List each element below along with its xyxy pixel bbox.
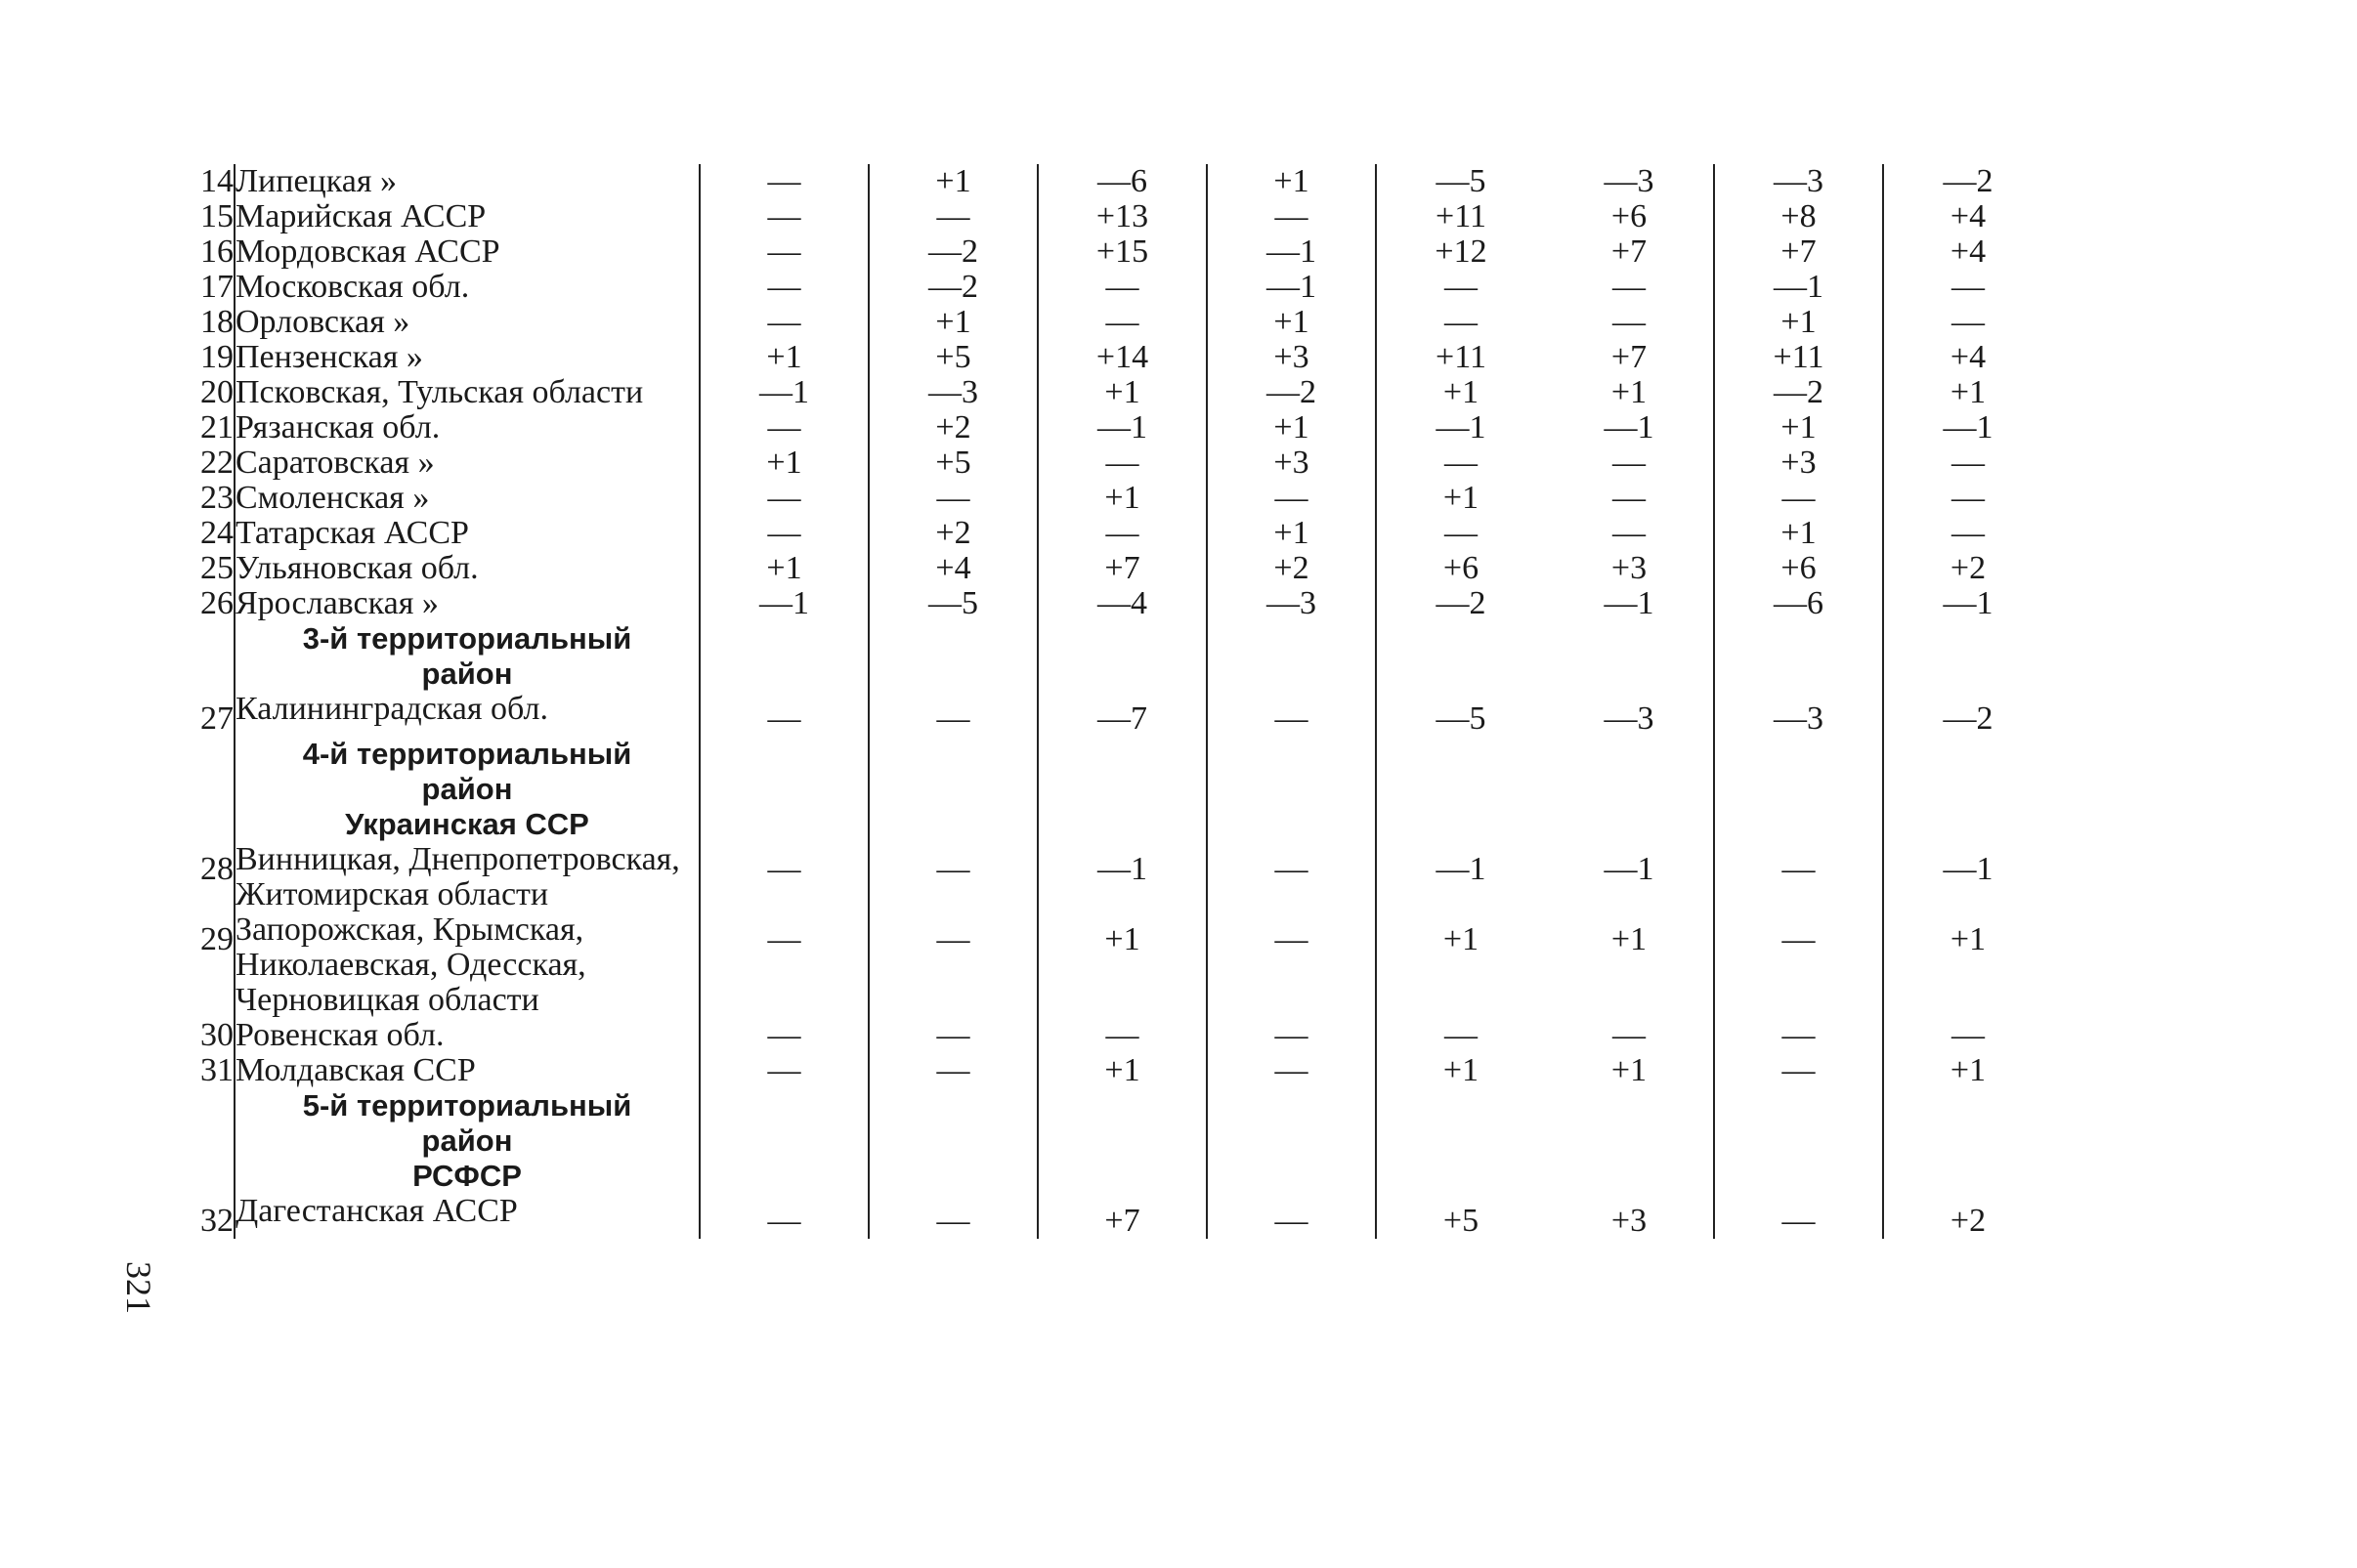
value-cell-col-7: —	[1714, 1194, 1883, 1239]
value-cell-col-4: —	[1207, 1194, 1376, 1239]
value-cell-col-3: —	[1038, 270, 1207, 305]
table-row	[156, 516, 2052, 551]
value-cell-col-6: +3	[1545, 1194, 1714, 1239]
value-cell-col-3: —1	[1038, 842, 1207, 912]
value-cell-col-3: +7	[1038, 551, 1207, 586]
row-number: 25	[200, 550, 234, 586]
value-cell-col-2: —2	[869, 234, 1038, 270]
value-cell-col-5: +1	[1442, 480, 1479, 516]
value-cell-col-1: —	[700, 305, 869, 340]
value-cell-col-2: —	[869, 199, 1038, 234]
empty-value-cell	[1207, 1088, 1376, 1194]
value-cell-col-5: +1	[1442, 921, 1479, 957]
value-cell-col-4: —	[1207, 912, 1376, 1018]
value-cell-col-5: +5	[1442, 1203, 1479, 1239]
row-number: 18	[200, 304, 234, 340]
value-cell-col-3: +15	[1038, 234, 1207, 270]
value-cell-col-3: +7	[1038, 1194, 1207, 1239]
empty-value-cell	[1545, 1088, 1714, 1194]
value-cell-col-7: +3	[1714, 445, 1883, 481]
value-cell-col-2: —	[869, 912, 1038, 1018]
row-number: 23	[200, 480, 234, 516]
section-heading-row	[156, 621, 2052, 692]
section-heading-line: район	[421, 657, 513, 691]
value-cell-col-8: —1	[1943, 585, 1993, 621]
value-cell-col-1: +1	[700, 340, 869, 375]
row-number: 27	[200, 700, 234, 737]
value-cell-col-8: +1	[1950, 1052, 1987, 1088]
value-cell-col-2: —2	[869, 270, 1038, 305]
value-cell-col-7: —3	[1714, 692, 1883, 737]
value-cell-col-4: —	[1207, 692, 1376, 737]
table-row	[156, 481, 2052, 516]
value-cell-col-7: +7	[1714, 234, 1883, 270]
region-name: Винницкая, Днепропетровская, Житомирская области	[235, 842, 700, 912]
region-name: Запорожская, Крымская, Николаевская, Одесская, Черновицкая области	[235, 912, 700, 1018]
value-cell-col-8: —2	[1943, 700, 1993, 737]
value-cell-col-3: —7	[1038, 692, 1207, 737]
value-cell-col-8: —	[1951, 445, 1985, 481]
value-cell-col-5: —5	[1436, 163, 1486, 199]
value-cell-col-7: —3	[1714, 164, 1883, 199]
value-cell-col-4: —	[1207, 1053, 1376, 1088]
value-cell-col-8: +2	[1950, 1203, 1987, 1239]
value-cell-col-6: —3	[1545, 692, 1714, 737]
value-cell-col-4: +3	[1207, 445, 1376, 481]
table-row	[156, 586, 2052, 621]
value-cell-col-3: —6	[1038, 164, 1207, 199]
value-cell-col-6: —	[1545, 305, 1714, 340]
value-cell-col-7: —2	[1714, 375, 1883, 410]
value-cell-col-2: +5	[869, 340, 1038, 375]
row-number: 24	[200, 515, 234, 551]
value-cell-col-1: —1	[700, 586, 869, 621]
value-cell-col-2: +4	[869, 551, 1038, 586]
value-cell-col-1: —	[700, 1194, 869, 1239]
value-cell-col-5: +1	[1442, 1052, 1479, 1088]
value-cell-col-6: —	[1545, 445, 1714, 481]
section-heading-line: 5-й территориальный	[302, 1088, 632, 1123]
value-cell-col-2: —	[869, 692, 1038, 737]
value-cell-col-7: —	[1714, 1053, 1883, 1088]
value-cell-col-5: +11	[1436, 198, 1486, 234]
value-cell-col-1: —	[700, 410, 869, 445]
value-cell-col-4: —	[1207, 1018, 1376, 1053]
value-cell-col-2: +1	[869, 164, 1038, 199]
value-cell-col-7: +1	[1714, 305, 1883, 340]
value-cell-col-1: —	[700, 234, 869, 270]
value-cell-col-2: —	[869, 1053, 1038, 1088]
row-number: 21	[200, 409, 234, 445]
value-cell-col-3: —4	[1038, 586, 1207, 621]
value-cell-col-8: —	[1951, 1017, 1985, 1053]
value-cell-col-4: +1	[1207, 305, 1376, 340]
value-cell-col-6: +3	[1545, 551, 1714, 586]
table-row	[156, 551, 2052, 586]
value-cell-col-4: —	[1207, 481, 1376, 516]
value-cell-col-1: —	[700, 516, 869, 551]
value-cell-col-4: —	[1207, 199, 1376, 234]
value-cell-col-3: +1	[1038, 912, 1207, 1018]
region-name: Псковская, Тульская области	[235, 375, 700, 410]
value-cell-col-6: —	[1545, 516, 1714, 551]
value-cell-col-8: +4	[1950, 339, 1987, 375]
value-cell-col-5: —	[1444, 515, 1478, 551]
value-cell-col-7: —	[1714, 1018, 1883, 1053]
value-cell-col-1: —	[700, 1018, 869, 1053]
region-name: Московская обл.	[235, 270, 700, 305]
region-name: Орловская »	[235, 305, 700, 340]
section-heading-line: район	[421, 1123, 513, 1158]
value-cell-col-5: —	[1444, 304, 1478, 340]
value-cell-col-4: —	[1207, 842, 1376, 912]
row-number: 31	[200, 1052, 234, 1088]
region-name: Пензенская »	[235, 340, 700, 375]
empty-value-cell	[700, 737, 869, 842]
value-cell-col-8: —1	[1943, 851, 1993, 887]
value-cell-col-6: —1	[1545, 842, 1714, 912]
table-row	[156, 1194, 2052, 1239]
row-number: 20	[200, 374, 234, 410]
row-number: 28	[200, 851, 234, 887]
region-name: Липецкая »	[235, 164, 700, 199]
table-row	[156, 164, 2052, 199]
empty-value-cell	[1038, 1088, 1207, 1194]
value-cell-col-1: —	[700, 270, 869, 305]
value-cell-col-6: —1	[1545, 410, 1714, 445]
empty-value-cell	[700, 621, 869, 692]
value-cell-col-5: +6	[1442, 550, 1479, 586]
empty-value-cell	[1714, 1088, 1883, 1194]
value-cell-col-6: +7	[1545, 234, 1714, 270]
value-cell-col-6: +1	[1545, 1053, 1714, 1088]
empty-value-cell	[869, 621, 1038, 692]
row-number: 26	[200, 585, 234, 621]
value-cell-col-5: —	[1444, 445, 1478, 481]
row-number: 15	[200, 198, 234, 234]
section-heading	[235, 737, 700, 842]
value-cell-col-2: +2	[869, 410, 1038, 445]
value-cell-col-2: —	[869, 1194, 1038, 1239]
heading-num-cell	[156, 621, 235, 692]
value-cell-col-5: —5	[1436, 700, 1486, 737]
value-cell-col-5: +12	[1435, 233, 1487, 270]
value-cell-col-4: +2	[1207, 551, 1376, 586]
region-name: Смоленская »	[235, 481, 700, 516]
value-cell-col-3: +1	[1038, 1053, 1207, 1088]
section-heading-line: район	[421, 772, 513, 806]
empty-value-cell	[1545, 737, 1714, 842]
section-heading-line: 4-й территориальный	[302, 737, 632, 771]
value-cell-col-8: —	[1951, 480, 1985, 516]
empty-value-cell	[1207, 621, 1376, 692]
table-row	[156, 234, 2052, 270]
value-cell-col-7: —1	[1714, 270, 1883, 305]
value-cell-col-4: —1	[1207, 270, 1376, 305]
table-row	[156, 842, 2052, 912]
table-row	[156, 1053, 2052, 1088]
value-cell-col-7: +6	[1714, 551, 1883, 586]
value-cell-col-3: —1	[1038, 410, 1207, 445]
value-cell-col-3: +13	[1038, 199, 1207, 234]
section-heading-line: Украинская ССР	[345, 807, 589, 841]
empty-value-cell	[1038, 621, 1207, 692]
section-heading-row	[156, 737, 2052, 842]
table-row	[156, 445, 2052, 481]
value-cell-col-2: +2	[869, 516, 1038, 551]
value-cell-col-7: +1	[1714, 516, 1883, 551]
value-cell-col-4: +1	[1207, 516, 1376, 551]
region-name: Рязанская обл.	[235, 410, 700, 445]
region-name: Калининградская обл.	[235, 692, 700, 737]
value-cell-col-6: +1	[1545, 912, 1714, 1018]
section-heading	[235, 621, 700, 692]
value-cell-col-4: —1	[1207, 234, 1376, 270]
value-cell-col-8: —	[1951, 515, 1985, 551]
value-cell-col-2: —	[869, 481, 1038, 516]
value-cell-col-1: +1	[700, 445, 869, 481]
value-cell-col-7: —	[1714, 842, 1883, 912]
value-cell-col-2: —3	[869, 375, 1038, 410]
value-cell-col-5: —1	[1436, 409, 1486, 445]
table-row	[156, 270, 2052, 305]
value-cell-col-6: —	[1545, 270, 1714, 305]
value-cell-col-5: —1	[1436, 851, 1486, 887]
row-number: 14	[200, 163, 234, 199]
value-cell-col-1: —1	[700, 375, 869, 410]
empty-value-cell	[1376, 1088, 1545, 1194]
value-cell-col-8: —	[1951, 304, 1985, 340]
value-cell-col-7: —6	[1714, 586, 1883, 621]
value-cell-col-2: +1	[869, 305, 1038, 340]
value-cell-col-6: +1	[1545, 375, 1714, 410]
value-cell-col-4: +1	[1207, 410, 1376, 445]
value-cell-col-6: +6	[1545, 199, 1714, 234]
value-cell-col-8: +4	[1950, 198, 1987, 234]
value-cell-col-1: —	[700, 164, 869, 199]
value-cell-col-7: +1	[1714, 410, 1883, 445]
value-cell-col-1: —	[700, 842, 869, 912]
empty-value-cell	[1883, 1088, 2052, 1194]
value-cell-col-6: +7	[1545, 340, 1714, 375]
value-cell-col-3: +1	[1038, 481, 1207, 516]
value-cell-col-1: +1	[700, 551, 869, 586]
value-cell-col-8: +2	[1950, 550, 1987, 586]
empty-value-cell	[1376, 737, 1545, 842]
value-cell-col-5: —	[1444, 269, 1478, 305]
value-cell-col-5: —2	[1436, 585, 1486, 621]
value-cell-col-3: +1	[1038, 375, 1207, 410]
value-cell-col-8: —2	[1943, 163, 1993, 199]
regions-table	[156, 164, 2052, 1239]
section-heading-row	[156, 1088, 2052, 1194]
table-row	[156, 410, 2052, 445]
value-cell-col-5: +11	[1436, 339, 1486, 375]
value-cell-col-1: —	[700, 481, 869, 516]
value-cell-col-2: —	[869, 1018, 1038, 1053]
value-cell-col-5: —	[1444, 1017, 1478, 1053]
empty-value-cell	[1207, 737, 1376, 842]
heading-num-cell	[156, 737, 235, 842]
value-cell-col-5: +1	[1442, 374, 1479, 410]
value-cell-col-6: —3	[1545, 164, 1714, 199]
table-body	[156, 164, 2052, 1239]
empty-value-cell	[1545, 621, 1714, 692]
row-number: 30	[200, 1017, 234, 1053]
value-cell-col-3: —	[1038, 1018, 1207, 1053]
value-cell-col-4: —2	[1207, 375, 1376, 410]
table-row	[156, 375, 2052, 410]
empty-value-cell	[700, 1088, 869, 1194]
row-number: 17	[200, 269, 234, 305]
value-cell-col-2: +5	[869, 445, 1038, 481]
value-cell-col-4: +3	[1207, 340, 1376, 375]
value-cell-col-2: —	[869, 842, 1038, 912]
empty-value-cell	[1376, 621, 1545, 692]
value-cell-col-4: —3	[1207, 586, 1376, 621]
empty-value-cell	[869, 737, 1038, 842]
value-cell-col-8: —1	[1943, 409, 1993, 445]
value-cell-col-6: —	[1545, 481, 1714, 516]
empty-value-cell	[1883, 621, 2052, 692]
table-row	[156, 1018, 2052, 1053]
region-name: Ровенская обл.	[235, 1018, 700, 1053]
value-cell-col-3: —	[1038, 305, 1207, 340]
region-name: Ульяновская обл.	[235, 551, 700, 586]
row-number: 19	[200, 339, 234, 375]
value-cell-col-8: +1	[1950, 921, 1987, 957]
section-heading-line: 3-й территориальный	[302, 621, 632, 656]
empty-value-cell	[1714, 737, 1883, 842]
heading-num-cell	[156, 1088, 235, 1194]
empty-value-cell	[1038, 737, 1207, 842]
value-cell-col-8: +4	[1950, 233, 1987, 270]
page-number: 321	[119, 1261, 158, 1314]
row-number: 22	[200, 445, 234, 481]
value-cell-col-1: —	[700, 1053, 869, 1088]
table-row	[156, 912, 2052, 1018]
region-name: Ярославская »	[235, 586, 700, 621]
region-name: Мордовская АССР	[235, 234, 700, 270]
value-cell-col-8: +1	[1950, 374, 1987, 410]
value-cell-col-8: —	[1951, 269, 1985, 305]
value-cell-col-7: +11	[1714, 340, 1883, 375]
region-name: Саратовская »	[235, 445, 700, 481]
section-heading	[235, 1088, 700, 1194]
row-number: 29	[200, 921, 234, 957]
value-cell-col-6: —1	[1545, 586, 1714, 621]
row-number: 32	[200, 1203, 234, 1239]
section-heading-line: РСФСР	[412, 1159, 522, 1193]
region-name: Дагестанская АССР	[235, 1194, 700, 1239]
table-row	[156, 305, 2052, 340]
empty-value-cell	[869, 1088, 1038, 1194]
region-name: Молдавская ССР	[235, 1053, 700, 1088]
value-cell-col-6: —	[1545, 1018, 1714, 1053]
value-cell-col-4: +1	[1207, 164, 1376, 199]
region-name: Марийская АССР	[235, 199, 700, 234]
empty-value-cell	[1883, 737, 2052, 842]
value-cell-col-1: —	[700, 199, 869, 234]
value-cell-col-3: +14	[1038, 340, 1207, 375]
value-cell-col-7: +8	[1714, 199, 1883, 234]
region-name: Татарская АССР	[235, 516, 700, 551]
table-row	[156, 692, 2052, 737]
value-cell-col-1: —	[700, 692, 869, 737]
value-cell-col-7: —	[1714, 481, 1883, 516]
table-row	[156, 340, 2052, 375]
value-cell-col-2: —5	[869, 586, 1038, 621]
value-cell-col-7: —	[1714, 912, 1883, 1018]
value-cell-col-3: —	[1038, 445, 1207, 481]
value-cell-col-1: —	[700, 912, 869, 1018]
table-row	[156, 199, 2052, 234]
value-cell-col-3: —	[1038, 516, 1207, 551]
row-number: 16	[200, 233, 234, 270]
empty-value-cell	[1714, 621, 1883, 692]
